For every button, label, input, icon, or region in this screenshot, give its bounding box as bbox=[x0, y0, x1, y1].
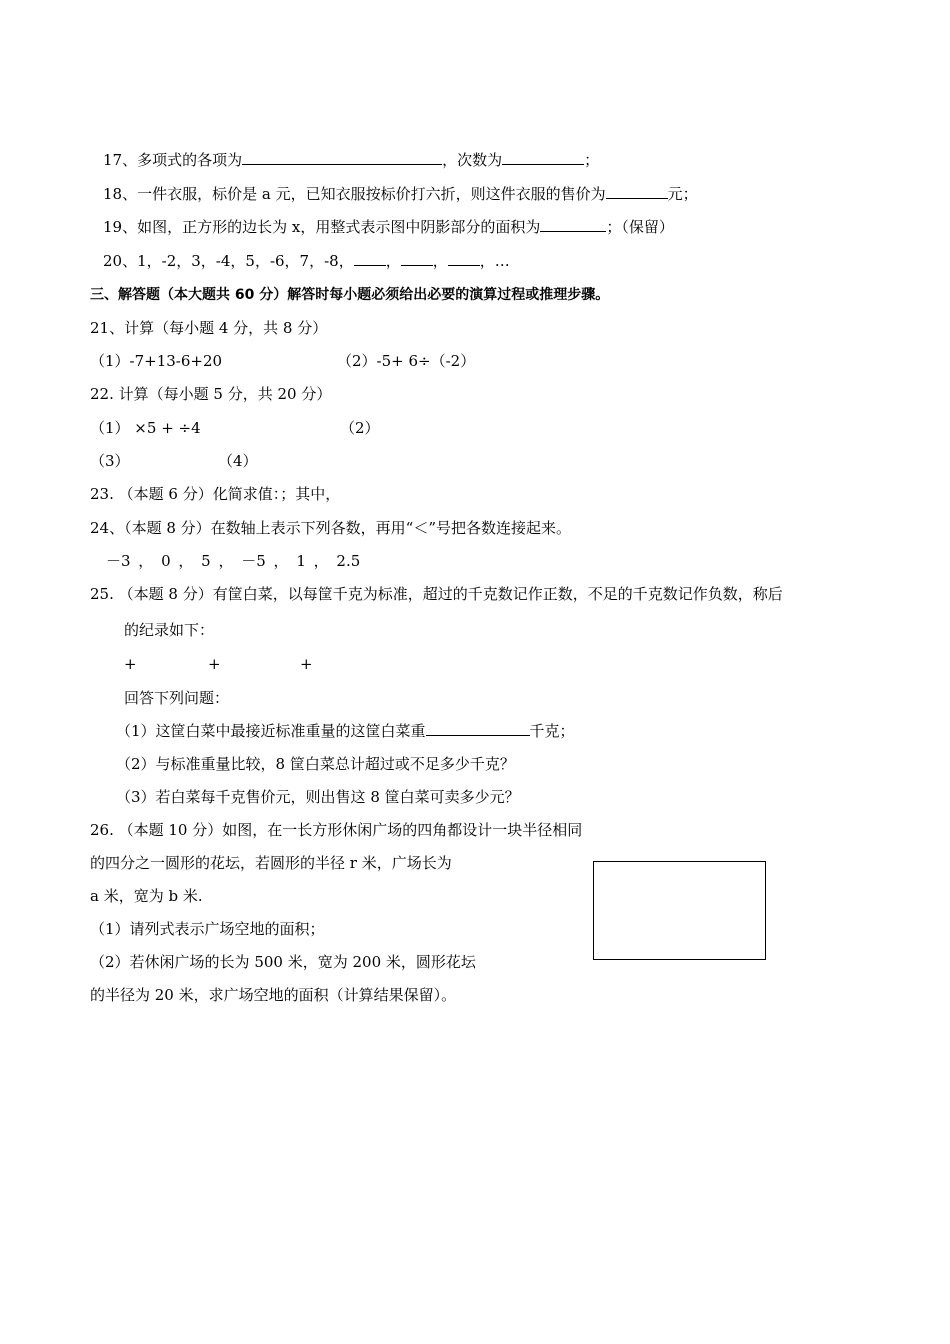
question-22-title: 22. 计算（每小题 5 分，共 20 分） bbox=[90, 385, 332, 403]
q20-separator: ， bbox=[385, 252, 401, 270]
q18-text: 18、一件衣服，标价是 a 元，已知衣服按标价打六折，则这件衣服的售价为 bbox=[103, 185, 606, 203]
question-26-line-6: 的半径为 20 米，求广场空地的面积（计算结果保留）。 bbox=[90, 986, 457, 1004]
question-25-sub-3: （3）若白菜每千克售价元，则出售这 8 筐白菜可卖多少元？ bbox=[116, 788, 520, 806]
question-24-numbers: －3 ， 0 ， 5 ， －5 ， 1 ， 2.5 bbox=[106, 552, 361, 570]
question-20 bbox=[103, 251, 510, 271]
q17-answer-blank-2[interactable] bbox=[502, 150, 584, 165]
q20-separator: ， bbox=[432, 252, 448, 270]
q19-text-2: ；（保留） bbox=[606, 218, 674, 236]
question-26-line-1: 26. （本题 10 分）如图，在一长方形休闲广场的四角都设计一块半径相同 bbox=[90, 821, 583, 839]
q18-answer-blank[interactable] bbox=[606, 184, 668, 199]
q25-sub-1-text: （1）这筐白菜中最接近标准重量的这筐白菜重 bbox=[116, 722, 426, 740]
q20-ellipsis: ，… bbox=[479, 252, 510, 270]
question-26-line-3: a 米，宽为 b 米. bbox=[90, 887, 203, 905]
question-25-prompt: 回答下列问题： bbox=[124, 689, 230, 707]
q17-text-2: ，次数为 bbox=[442, 151, 503, 169]
question-19 bbox=[103, 217, 674, 237]
question-25-title: 25. （本题 8 分）有筐白菜，以每筐千克为标准，超过的千克数记作正数，不足的千克数记作负数，称后 bbox=[90, 585, 783, 603]
question-26-part-2: （2）若休闲广场的长为 500 米，宽为 200 米，圆形花坛 bbox=[90, 953, 476, 971]
q20-text: 20、1，-2，3，-4，5，-6，7，-8， bbox=[103, 252, 354, 270]
question-21-title: 21、计算（每小题 4 分，共 8 分） bbox=[90, 319, 328, 337]
question-21-part-1: （1）-7+13-6+20 bbox=[90, 352, 223, 370]
q20-answer-blank-2[interactable] bbox=[401, 251, 433, 266]
record-plus-sign: + bbox=[208, 655, 221, 673]
question-18 bbox=[103, 184, 698, 204]
question-25-sub-2: （2）与标准重量比较，8 筐白菜总计超过或不足多少千克？ bbox=[116, 755, 515, 773]
q25-sub-1-unit: 千克； bbox=[529, 722, 575, 740]
question-22-part-4: （4） bbox=[218, 452, 258, 470]
q19-text: 19、如图，正方形的边长为 x，用整式表示图中阴影部分的面积为 bbox=[103, 218, 541, 236]
question-24-title: 24、（本题 8 分）在数轴上表示下列各数，再用“＜”号把各数连接起来。 bbox=[90, 519, 572, 537]
question-22-part-2: （2） bbox=[340, 419, 380, 437]
q17-text-3: ； bbox=[584, 151, 600, 169]
section-3-heading: 三、解答题（本大题共 60 分）解答时每小题必须给出必要的演算过程或推理步骤。 bbox=[90, 287, 610, 303]
q18-text-2: 元； bbox=[667, 185, 698, 203]
question-26-part-1: （1）请列式表示广场空地的面积； bbox=[90, 920, 325, 938]
question-25-sub-1 bbox=[116, 721, 575, 741]
q25-answer-blank[interactable] bbox=[426, 721, 530, 736]
q20-answer-blank-1[interactable] bbox=[354, 251, 386, 266]
q17-text: 17、多项式的各项为 bbox=[103, 151, 243, 169]
record-plus-sign: + bbox=[124, 655, 137, 673]
question-23: 23. （本题 6 分）化简求值：；其中， bbox=[90, 485, 341, 503]
question-17 bbox=[103, 150, 599, 170]
question-22-part-3: （3） bbox=[90, 452, 130, 470]
q20-answer-blank-3[interactable] bbox=[448, 251, 480, 266]
question-21-part-2: （2）-5+ 6÷（-2） bbox=[337, 352, 476, 370]
record-plus-sign: + bbox=[300, 655, 313, 673]
q19-answer-blank[interactable] bbox=[540, 217, 606, 232]
question-25-continuation: 的纪录如下： bbox=[124, 621, 215, 639]
question-26-line-2: 的四分之一圆形的花坛，若圆形的半径 r 米，广场长为 bbox=[90, 854, 452, 872]
plaza-rectangle-figure bbox=[593, 861, 766, 960]
q17-answer-blank-1[interactable] bbox=[242, 150, 442, 165]
question-22-part-1: （1） ×5 + ÷4 bbox=[90, 419, 201, 437]
